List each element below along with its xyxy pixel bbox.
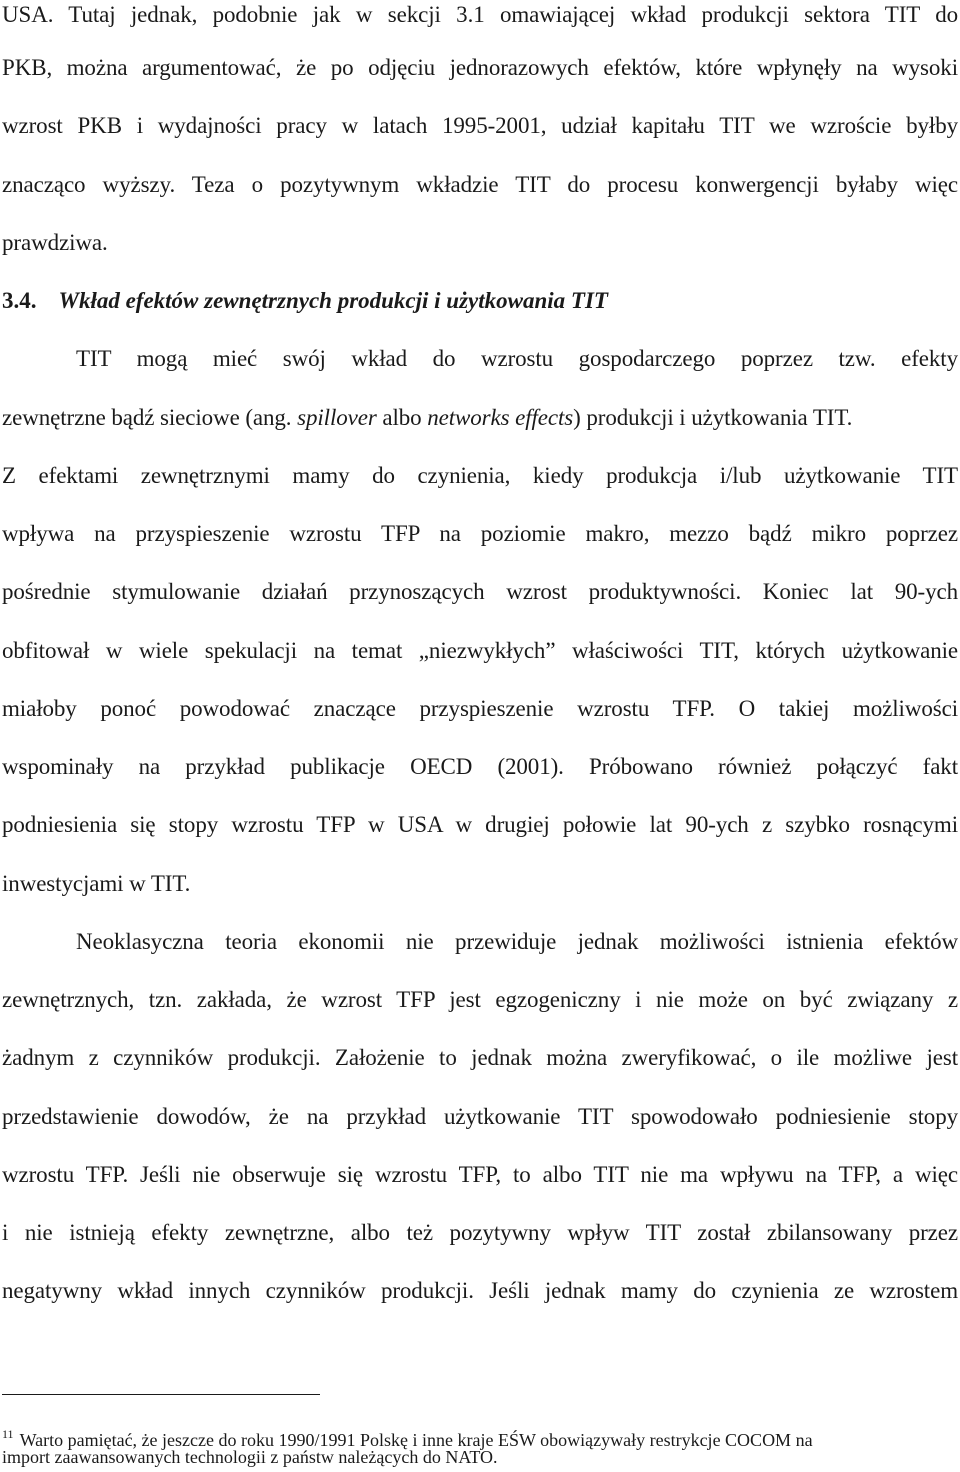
section-title: Wkład efektów zewnętrznych produkcji i użytkowania TIT	[58, 288, 608, 313]
footnote-marker: 11	[2, 1427, 14, 1441]
footnote-text-1: Warto pamiętać, że jeszcze do roku 1990/1991 Polskę i inne kraje EŚW obowiązywały restrykcje COCOM na	[19, 1430, 813, 1450]
section-heading	[2, 286, 608, 316]
section-number: 3.4.	[2, 288, 37, 313]
paragraph-2-line-8: wspominały na przykład publikacje OECD (2001). Próbowano również połączyć fakt	[2, 754, 958, 779]
paragraph-3-line-1: Neoklasyczna teoria ekonomii nie przewiduje jednak możliwości istnienia efektów	[76, 929, 958, 954]
footnote-line-2: import zaawansowanych technologii z państw należących do NATO.	[2, 1447, 498, 1467]
paragraph-2-line-9: podniesienia się stopy wzrostu TFP w USA w drugiej połowie lat 90-ych z szybko rosnącymi	[2, 812, 958, 837]
paragraph-3-line-4: przedstawienie dowodów, że na przykład użytkowanie TIT spowodowało podniesienie stopy	[2, 1104, 958, 1129]
paragraph-2-line-10: inwestycjami w TIT.	[2, 871, 191, 896]
paragraph-2-line-1: TIT mogą mieć swój wkład do wzrostu gospodarczego poprzez tzw. efekty	[76, 346, 958, 371]
paragraph-3-line-7: negatywny wkład innych czynników produkcji. Jeśli jednak mamy do czynienia ze wzrostem	[2, 1278, 958, 1303]
paragraph-3-line-3: żadnym z czynników produkcji. Założenie to jednak można zweryfikować, o ile możliwe jest	[2, 1045, 958, 1070]
paragraph-2-line-2-middle: albo	[376, 405, 428, 430]
paragraph-2-line-5: pośrednie stymulowanie działań przynoszących wzrost produktywności. Koniec lat 90-ych	[2, 579, 958, 604]
paragraph-2-line-2	[2, 403, 958, 433]
paragraph-1-line-4: znacząco wyższy. Teza o pozytywnym wkładzie TIT do procesu konwergencji byłaby więc	[2, 172, 958, 197]
paragraph-2-line-2-prefix: zewnętrzne bądź sieciowe (ang.	[2, 405, 298, 430]
paragraph-2-line-7: miałoby ponoć powodować znaczące przyspieszenie wzrostu TFP. O takiej możliwości	[2, 696, 958, 721]
paragraph-2-line-6: obfitował w wiele spekulacji na temat „niezwykłych” właściwości TIT, których użytkowanie	[2, 638, 958, 663]
term-networks-effects: networks effects	[427, 405, 574, 430]
paragraph-2-line-2-suffix: ) produkcji i użytkowania TIT.	[573, 405, 853, 430]
paragraph-2-line-3: Z efektami zewnętrznymi mamy do czynienia, kiedy produkcja i/lub użytkowanie TIT	[2, 463, 958, 488]
paragraph-3-line-6: i nie istnieją efekty zewnętrzne, albo też pozytywny wpływ TIT został zbilansowany przez	[2, 1220, 958, 1245]
paragraph-2-line-4: wpływa na przyspieszenie wzrostu TFP na poziomie makro, mezzo bądź mikro poprzez	[2, 521, 958, 546]
paragraph-3-line-5: wzrostu TFP. Jeśli nie obserwuje się wzrostu TFP, to albo TIT nie ma wpływu na TFP, a więc	[2, 1162, 958, 1187]
paragraph-1-line-5: prawdziwa.	[2, 230, 108, 255]
paragraph-1-line-1: USA. Tutaj jednak, podobnie jak w sekcji 3.1 omawiającej wkład produkcji sektora TIT do	[2, 2, 958, 27]
paragraph-1-line-3: wzrost PKB i wydajności pracy w latach 1995-2001, udział kapitału TIT we wzroście byłby	[2, 113, 958, 138]
term-spillover: spillover	[297, 405, 377, 430]
paragraph-1-line-2: PKB, można argumentować, że po odjęciu jednorazowych efektów, które wpłynęły na wysoki	[2, 55, 958, 80]
paragraph-3-line-2: zewnętrznych, tzn. zakłada, że wzrost TFP jest egzogeniczny i nie może on być związany z	[2, 987, 958, 1012]
footnote-separator	[2, 1394, 320, 1395]
